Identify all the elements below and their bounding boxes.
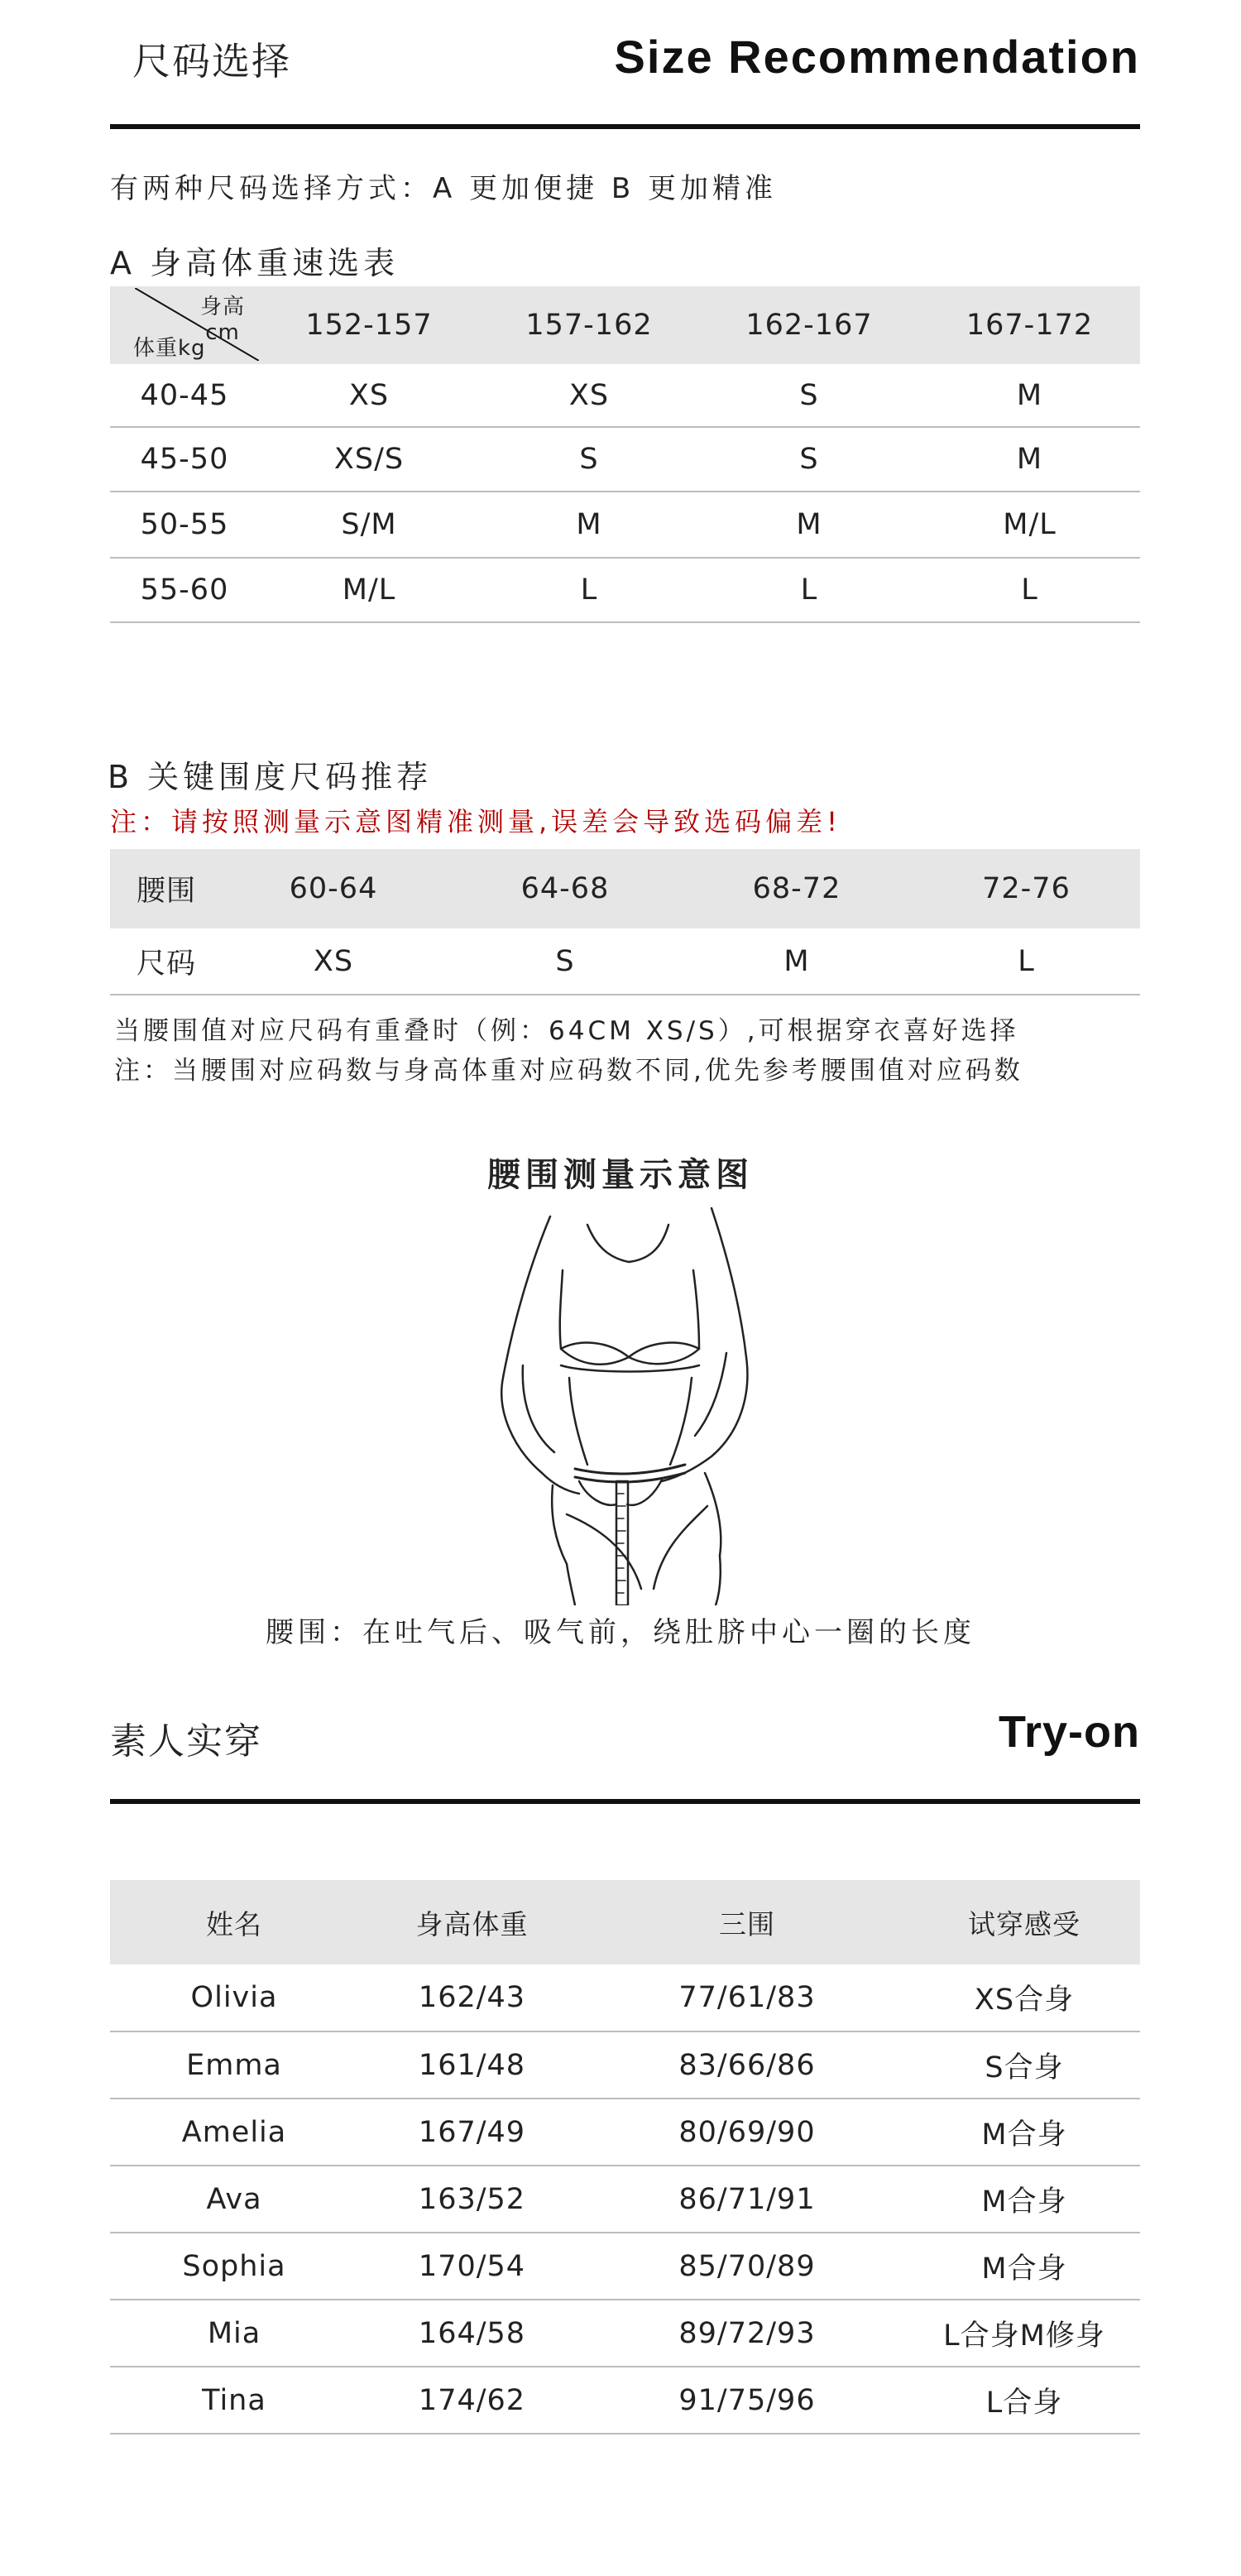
measurements-cell: 83/66/86	[586, 2032, 908, 2099]
waist-row	[110, 849, 1140, 928]
table-row	[110, 1964, 1140, 2032]
figure-caption: 腰围：在吐气后、吸气前，绕肚脐中心一圈的长度	[266, 1616, 975, 1649]
fit-cell: L合身M修身	[908, 2300, 1140, 2367]
page-title-en: Size Recommendation	[614, 31, 1140, 83]
tryon-title-cn: 素人实穿	[110, 1720, 262, 1763]
tryon-table	[110, 1880, 1140, 2434]
measurements-cell: 91/75/96	[586, 2367, 908, 2434]
height-weight-cell: 167/49	[358, 2099, 586, 2166]
name-cell: Tina	[110, 2367, 358, 2434]
name-cell: Emma	[110, 2032, 358, 2099]
column-header: 162-167	[699, 286, 919, 364]
height-weight-cell: 174/62	[358, 2367, 586, 2434]
tryon-divider	[110, 1799, 1140, 1804]
waist-size-table	[110, 849, 1140, 995]
measurements-cell: 85/70/89	[586, 2233, 908, 2300]
size-cell: XS/S	[259, 427, 479, 492]
size-cell: L	[479, 558, 699, 622]
corner-cell	[110, 286, 259, 364]
size-cell: M	[919, 427, 1140, 492]
table-row	[110, 2300, 1140, 2367]
name-cell: Amelia	[110, 2099, 358, 2166]
fit-cell: XS合身	[908, 1964, 1140, 2032]
name-cell: Sophia	[110, 2233, 358, 2300]
column-header: 试穿感受	[908, 1880, 1140, 1964]
table-row	[110, 2367, 1140, 2434]
priority-note: 注：当腰围对应码数与身高体重对应码数不同,优先参考腰围值对应码数	[114, 1056, 1023, 1086]
column-header: 身高体重	[358, 1880, 586, 1964]
table-header-row	[110, 286, 1140, 364]
size-cell: XS	[479, 364, 699, 427]
table-row	[110, 492, 1140, 558]
fit-cell: S合身	[908, 2032, 1140, 2099]
page-title-cn: 尺码选择	[132, 39, 291, 84]
size-cell: M	[919, 364, 1140, 427]
height-weight-cell: 162/43	[358, 1964, 586, 2032]
table-row	[110, 2099, 1140, 2166]
overlap-note: 当腰围值对应尺码有重叠时（例：64CM XS/S）,可根据穿衣喜好选择	[114, 1016, 1019, 1046]
table-row	[110, 558, 1140, 622]
table-row	[110, 2166, 1140, 2233]
tryon-title-en: Try-on	[998, 1707, 1140, 1757]
waist-label: 腰围	[110, 849, 218, 928]
size-cell: XS	[218, 928, 449, 995]
size-cell: S	[479, 427, 699, 492]
fit-cell: M合身	[908, 2166, 1140, 2233]
corner-weight-label: 体重kg	[133, 336, 206, 361]
intro-text: 有两种尺码选择方式：A 更加便捷 B 更加精准	[110, 172, 778, 205]
measurements-cell: 89/72/93	[586, 2300, 908, 2367]
name-cell: Ava	[110, 2166, 358, 2233]
column-header: 157-162	[479, 286, 699, 364]
size-cell: S/M	[259, 492, 479, 558]
measurements-cell: 80/69/90	[586, 2099, 908, 2166]
waist-measurement-illustration	[463, 1200, 778, 1605]
column-header: 167-172	[919, 286, 1140, 364]
table-row	[110, 2233, 1140, 2300]
size-row	[110, 928, 1140, 995]
waist-range: 68-72	[681, 849, 913, 928]
figure-title: 腰围测量示意图	[487, 1156, 754, 1194]
table-row	[110, 364, 1140, 427]
size-cell: M	[479, 492, 699, 558]
height-weight-cell: 161/48	[358, 2032, 586, 2099]
measurements-cell: 86/71/91	[586, 2166, 908, 2233]
height-weight-cell: 164/58	[358, 2300, 586, 2367]
column-header: 姓名	[110, 1880, 358, 1964]
height-weight-cell: 170/54	[358, 2233, 586, 2300]
size-cell: L	[913, 928, 1140, 995]
row-label: 40-45	[110, 364, 259, 427]
height-weight-table	[110, 286, 1140, 623]
size-cell: S	[699, 364, 919, 427]
section-a-title: A 身高体重速选表	[110, 245, 400, 281]
size-cell: S	[449, 928, 681, 995]
size-cell: M/L	[259, 558, 479, 622]
measurements-cell: 77/61/83	[586, 1964, 908, 2032]
column-header: 三围	[586, 1880, 908, 1964]
fit-cell: M合身	[908, 2099, 1140, 2166]
name-cell: Mia	[110, 2300, 358, 2367]
tryon-header-row	[110, 1880, 1140, 1964]
section-b-title: B 关键围度尺码推荐	[108, 759, 433, 795]
fit-cell: L合身	[908, 2367, 1140, 2434]
size-cell: M/L	[919, 492, 1140, 558]
name-cell: Olivia	[110, 1964, 358, 2032]
size-cell: M	[699, 492, 919, 558]
header-divider	[110, 124, 1140, 129]
waist-range: 64-68	[449, 849, 681, 928]
table-row	[110, 427, 1140, 492]
corner-height-label: 身高cm	[199, 295, 245, 345]
row-label: 45-50	[110, 427, 259, 492]
table-row	[110, 2032, 1140, 2099]
size-cell: L	[919, 558, 1140, 622]
size-cell: S	[699, 427, 919, 492]
size-cell: L	[699, 558, 919, 622]
row-label: 55-60	[110, 558, 259, 622]
fit-cell: M合身	[908, 2233, 1140, 2300]
column-header: 152-157	[259, 286, 479, 364]
size-cell: XS	[259, 364, 479, 427]
size-cell: M	[681, 928, 913, 995]
height-weight-cell: 163/52	[358, 2166, 586, 2233]
waist-range: 72-76	[913, 849, 1140, 928]
measure-warning: 注：请按照测量示意图精准测量,误差会导致选码偏差!	[110, 806, 842, 837]
row-label: 50-55	[110, 492, 259, 558]
waist-range: 60-64	[218, 849, 449, 928]
size-label: 尺码	[110, 928, 218, 995]
